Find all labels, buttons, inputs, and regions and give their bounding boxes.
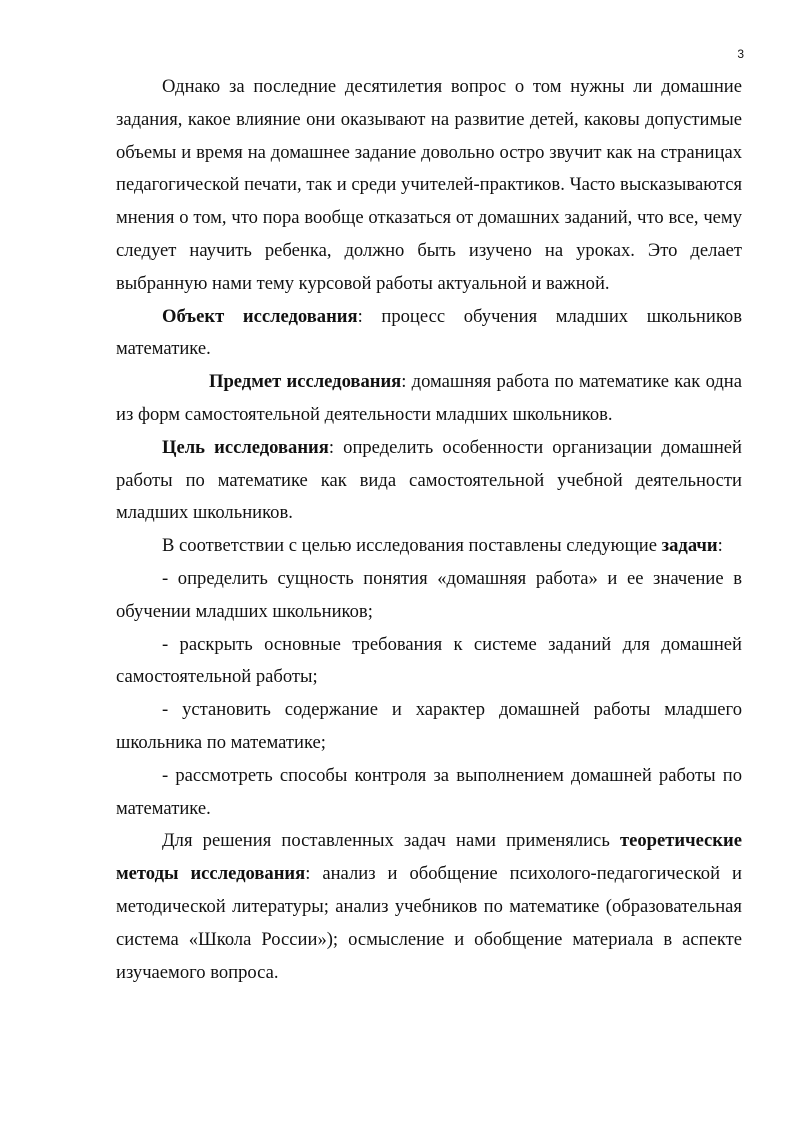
text-object: : процесс обучения младших школьников математике. bbox=[116, 305, 742, 360]
task-item: - установить содержание и характер домашней работы младшего школьника по математике; bbox=[116, 699, 742, 753]
term-object: Объект исследования bbox=[162, 305, 358, 327]
paragraph-relevance: Однако за последние десятилетия вопрос о том нужны ли домашние задания, какое влияние они оказывают на развитие детей, каковы допустимые объемы и время на домашнее задание довольно остро звучит как на страницах педагогической печати, так и среди учителей-практиков. Часто высказываются мнения о том, что пора вообще отказаться от домашних заданий, что все, чему следует научить ребенка, должно быть изучено на уроках. Это делает выбранную нами тему курсовой работы актуальной и важной. bbox=[116, 76, 742, 294]
text-goal: : определить особенности организации домашней работы по математике как вида самостоятельной учебной деятельности младших школьников. bbox=[116, 436, 742, 524]
term-subject: Предмет исследования bbox=[209, 371, 402, 393]
document-body bbox=[116, 71, 742, 989]
text-methods-intro: Для решения поставленных задач нами применялись bbox=[162, 830, 620, 852]
task-item: - раскрыть основные требования к системе заданий для домашней самостоятельной работы; bbox=[116, 633, 742, 688]
term-tasks: задачи bbox=[661, 535, 718, 557]
task-item: - рассмотреть способы контроля за выполнением домашней работы по математике. bbox=[116, 764, 742, 819]
paragraph-object bbox=[116, 301, 742, 367]
text-subject: : домашняя работа по математике как одна из форм самостоятельной деятельности младших школьников. bbox=[116, 371, 742, 425]
text-tasks-colon: : bbox=[717, 535, 723, 557]
term-methods: теоретические методы исследования bbox=[116, 830, 742, 885]
paragraph-methods bbox=[116, 825, 742, 989]
paragraph-goal bbox=[116, 432, 742, 530]
task-item: - определить сущность понятия «домашняя работа» и ее значение в обучении младших школьников; bbox=[116, 567, 742, 622]
text-methods: : анализ и обобщение психолого-педагогической и методической литературы; анализ учебников по математике (образовательная система «Школа России»); осмысление и обобщение материала в аспекте изучаемого вопроса. bbox=[116, 863, 742, 983]
text-tasks-intro: В соответствии с целью исследования поставлены следующие bbox=[162, 535, 662, 557]
page-number: 3 bbox=[737, 47, 744, 61]
paragraph-subject bbox=[116, 366, 742, 432]
paragraph-tasks-intro bbox=[116, 530, 742, 563]
term-goal: Цель исследования bbox=[162, 436, 329, 458]
